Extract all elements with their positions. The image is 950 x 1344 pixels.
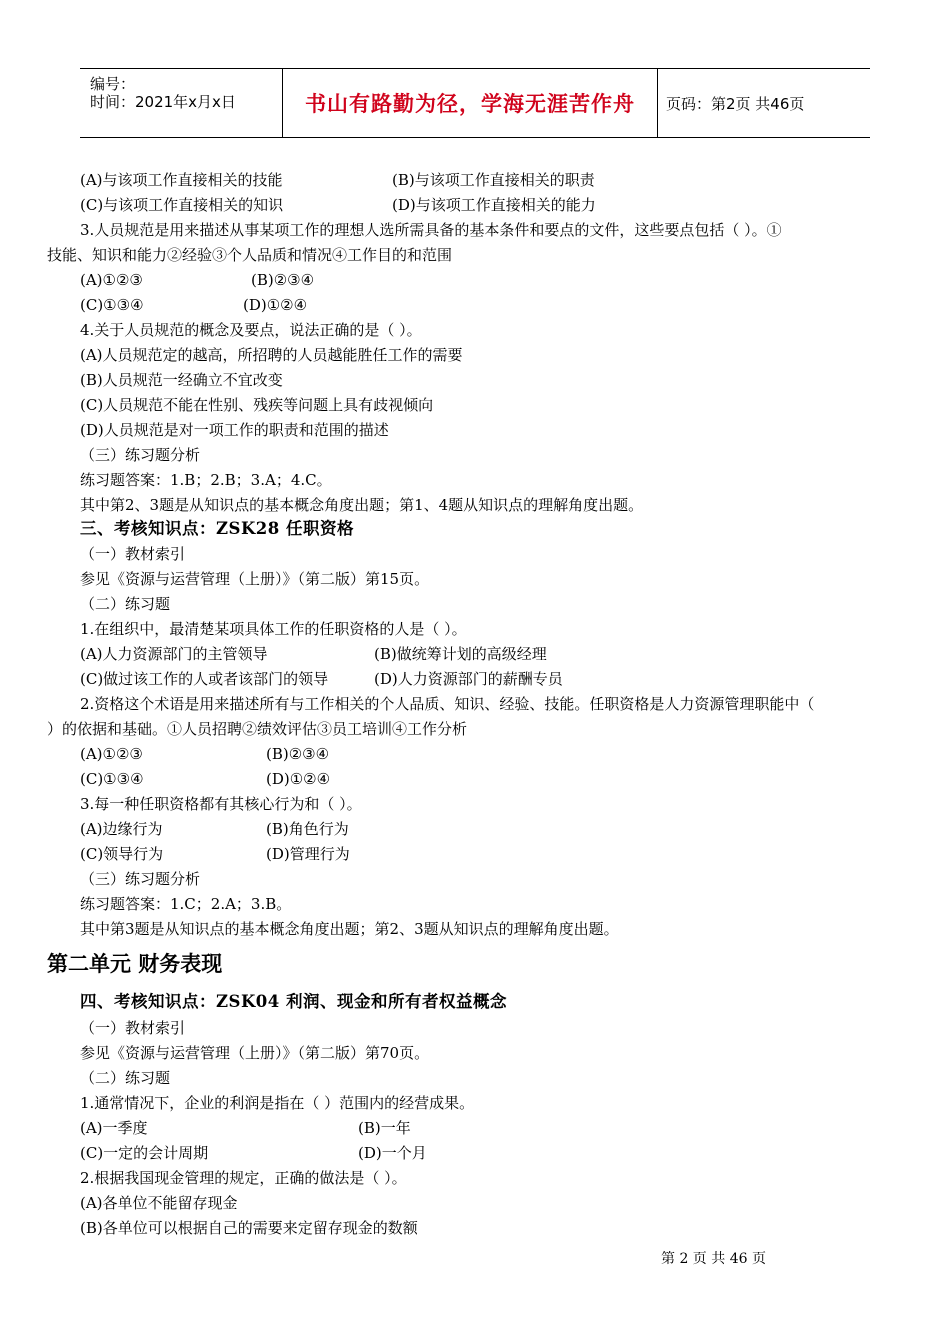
section-heading-s3: 三、考核知识点：ZSK28 任职资格: [80, 519, 355, 538]
text-line-l1a: (A)与该项工作直接相关的技能: [80, 171, 283, 189]
text-line-l12: （三）练习题分析: [80, 446, 201, 464]
text-line-l37: 2.根据我国现金管理的规定，正确的做法是（ ）。: [80, 1169, 407, 1187]
text-line-l10: (C)人员规范不能在性别、残疾等问题上具有歧视倾向: [80, 396, 434, 414]
text-line-l27b: (D)管理行为: [266, 845, 350, 863]
text-line-l33: （二）练习题: [80, 1069, 171, 1087]
text-line-l6a: (C)①③④: [80, 296, 144, 314]
text-line-l24a: (C)①③④: [80, 770, 144, 788]
text-line-l9: (B)人员规范一经确立不宜改变: [80, 371, 283, 389]
page-header: [80, 68, 870, 138]
text-line-l19b: (B)做统筹计划的高级经理: [374, 645, 547, 663]
text-line-l8: (A)人员规范定的越高，所招聘的人员越能胜任工作的需要: [80, 346, 463, 364]
text-line-l32: 参见《资源与运营管理（上册）》（第二版）第70页。: [80, 1044, 430, 1062]
text-line-l3: 3.人员规范是用来描述从事某项工作的理想人选所需具备的基本条件和要点的文件，这些要点包括（ ）。①: [80, 221, 782, 239]
unit-heading-u2: 第二单元 财务表现: [47, 952, 223, 976]
text-line-l27a: (C)领导行为: [80, 845, 164, 863]
text-line-l4: 技能、知识和能力②经验③个人品质和情况④工作目的和范围: [47, 246, 453, 264]
text-line-l35a: (A)一季度: [80, 1119, 148, 1137]
text-line-l36a: (C)一定的会计周期: [80, 1144, 209, 1162]
section-heading-s4: 四、考核知识点：ZSK04 利润、现金和所有者权益概念: [80, 992, 508, 1011]
text-line-l26a: (A)边缘行为: [80, 820, 163, 838]
text-line-l22: ）的依据和基础。①人员招聘②绩效评估③员工培训④工作分析: [47, 720, 468, 738]
text-line-l30: 其中第3题是从知识点的基本概念角度出题；第2、3题从知识点的理解角度出题。: [80, 920, 619, 938]
header-page-info: 页码：第2页 共46页: [666, 94, 805, 113]
text-line-l25: 3.每一种任职资格都有其核心行为和（ ）。: [80, 795, 362, 813]
page-footer: 第 2 页 共 46 页: [661, 1251, 766, 1267]
text-line-l34: 1.通常情况下，企业的利润是指在（ ）范围内的经营成果。: [80, 1094, 475, 1112]
text-line-l29: 练习题答案：1.C；2.A；3.B。: [80, 895, 292, 913]
text-line-l28: （三）练习题分析: [80, 870, 201, 888]
text-line-l26b: (B)角色行为: [266, 820, 349, 838]
text-line-l16: 参见《资源与运营管理（上册）》（第二版）第15页。: [80, 570, 430, 588]
document-number-label: 编号：: [90, 75, 136, 93]
text-line-l35b: (B)一年: [358, 1119, 411, 1137]
text-line-l2a: (C)与该项工作直接相关的知识: [80, 196, 284, 214]
text-line-l39: (B)各单位可以根据自己的需要来定留存现金的数额: [80, 1219, 418, 1237]
text-line-l31: （一）教材索引: [80, 1019, 186, 1037]
text-line-l1b: (B)与该项工作直接相关的职责: [392, 171, 595, 189]
text-line-l15: （一）教材索引: [80, 545, 186, 563]
text-line-l5a: (A)①②③: [80, 271, 143, 289]
header-motto: 书山有路勤为径，学海无涯苦作舟: [305, 92, 635, 116]
text-line-l19a: (A)人力资源部门的主管领导: [80, 645, 268, 663]
text-line-l21: 2.资格这个术语是用来描述所有与工作相关的个人品质、知识、经验、技能。任职资格是人力资源管理职能中（: [80, 695, 815, 713]
text-line-l11: (D)人员规范是对一项工作的职责和范围的描述: [80, 421, 389, 439]
header-motto-cell: [282, 69, 658, 137]
text-line-l13: 练习题答案：1.B；2.B；3.A；4.C。: [80, 471, 332, 489]
text-line-l18: 1.在组织中，最清楚某项具体工作的任职资格的人是（ ）。: [80, 620, 467, 638]
text-line-l36b: (D)一个月: [358, 1144, 427, 1162]
document-date: 时间：2021年x月x日: [90, 93, 236, 111]
text-line-l23a: (A)①②③: [80, 745, 143, 763]
text-line-l7: 4.关于人员规范的概念及要点，说法正确的是（ ）。: [80, 321, 422, 339]
text-line-l14: 其中第2、3题是从知识点的基本概念角度出题；第1、4题从知识点的理解角度出题。: [80, 496, 644, 514]
header-meta: [80, 69, 282, 137]
text-line-l23b: (B)②③④: [266, 745, 330, 763]
text-line-l6b: (D)①②④: [243, 296, 308, 314]
text-line-l20a: (C)做过该工作的人或者该部门的领导: [80, 670, 329, 688]
text-line-l17: （二）练习题: [80, 595, 171, 613]
text-line-l24b: (D)①②④: [266, 770, 331, 788]
text-line-l20b: (D)人力资源部门的薪酬专员: [374, 670, 563, 688]
text-line-l38: (A)各单位不能留存现金: [80, 1194, 238, 1212]
text-line-l2b: (D)与该项工作直接相关的能力: [392, 196, 596, 214]
text-line-l5b: (B)②③④: [251, 271, 315, 289]
